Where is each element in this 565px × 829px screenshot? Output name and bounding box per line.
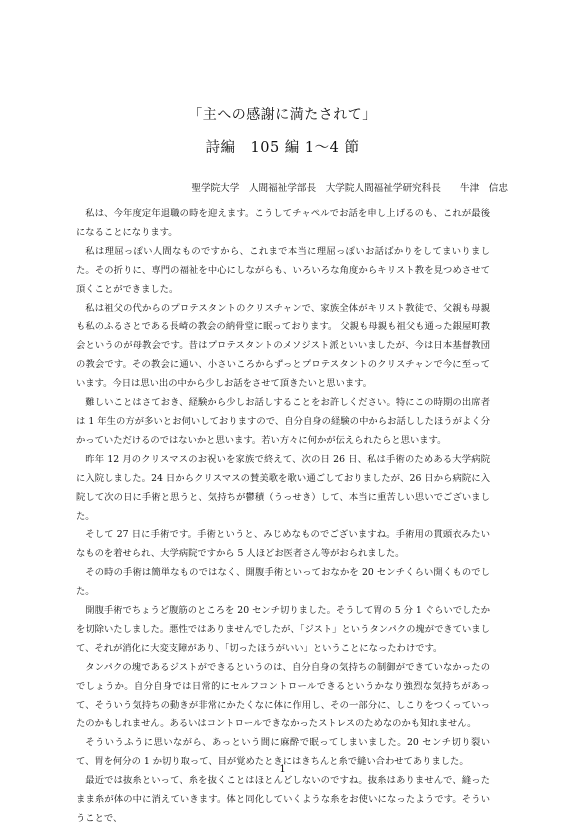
paragraph: 難しいことはさておき、経験から少しお話しすることをお許しください。特にこの時期の出席者は 1 年生の方が多いとお伺いしておりますので、自分自身の経験の中からお話ししたほうがよく分かっていただけるのではないかと思います。若い方々に何かが伝えられたらと思います。 <box>76 397 490 446</box>
paragraph: タンパクの塊であるジストができるというのは、自分自身の気持ちの制御ができていなかったのでしょうか。自分自身では日常的にセルフコントロールできるというかなり強烈な気持ちがあって、そういう気持ちの動きが非常にかたくなに体に作用し、その一部分に、しこりをつくっていったのかもしれません。あるいはコントロールできなかったストレスのためなのかも知れません。 <box>76 661 490 730</box>
body-text <box>76 205 490 829</box>
scripture-reference: 詩編 105 編 1～4 節 <box>205 140 360 156</box>
paragraph: 私は理屈っぽい人間なものですから、これまで本当に理屈っぽいお話ばかりをしてまいりました。その折りに、専門の福祉を中心にしながらも、いろいろな角度からキリスト教を見つめさせて頂くことができました。 <box>76 245 490 295</box>
paragraph: その時の手術は簡単なものではなく、開腹手術といっておなかを 20 センチくらい開くものでした。 <box>76 567 490 598</box>
sermon-title: 「主への感謝に満たされて」 <box>188 107 377 123</box>
paragraph: 私は祖父の代からのプロテスタントのクリスチャンで、家族全体がキリスト教徒で、父親も母親も私のふるさとである長崎の教会の納骨堂に眠っております。 父親も母親も祖父も通った銀屋町教会というのが母教会です。昔はプロテスタントのメソジスト派といいましたが、今は日本基督教団の教会です。その教会に通い、小さいころからずっとプロテスタントのクリスチャンで今に至っています。今日は思い出の中から少しお話をさせて頂きたいと思います。 <box>76 302 490 390</box>
author-line: 聖学院大学 人間福祉学部長 大学院人間福祉学研究科長 牛津 信忠 <box>191 183 508 194</box>
paragraph: そういうふうに思いながら、あっという間に麻酔で眠ってしまいました。20 センチ切り裂いて、胃を何分の 1 か切り取って、目が覚めたときにはきちんと糸で縫い合わせてありました。 <box>76 737 490 768</box>
page-number: 1 <box>279 764 286 775</box>
paragraph: 最近では抜糸といって、糸を抜くことはほとんどしないのですね。抜糸はありませんで、縫ったまま糸が体の中に消えていきます。体と同化していくような糸をお使いになったようです。そういうことで、 <box>76 775 490 824</box>
paragraph: 私は、今年度定年退職の時を迎えます。こうしてチャペルでお話を申し上げるのも、これが最後になることになります。 <box>76 208 490 238</box>
paragraph: そして 27 日に手術です。手術というと、みじめなものでございますね。手術用の貫頭衣みたいなものを着せられ、大学病院ですから 5 人ほどお医者さん等がおられました。 <box>76 529 490 560</box>
paragraph: 昨年 12 月のクリスマスのお祝いを家族で終えて、次の日 26 日、私は手術のためある大学病院に入院しました。24 日からクリスマスの賛美歌を歌い通ごしておりましたが、26 日から病院に入院して次の日に手術と思うと、気持ちが鬱積（うっせき）して、本当に重苦しい思いでございました。 <box>76 453 490 522</box>
paragraph: 開腹手術でちょうど腹筋のところを 20 センチ切りました。そうして胃の 5 分 1 ぐらいでしたかを切除いたしました。悪性ではありませんでしたが、「ジスト」というタンパクの塊ができていまして、それが消化に大変支障があり、「切ったほうがいい」ということになったわけです。 <box>76 605 490 654</box>
